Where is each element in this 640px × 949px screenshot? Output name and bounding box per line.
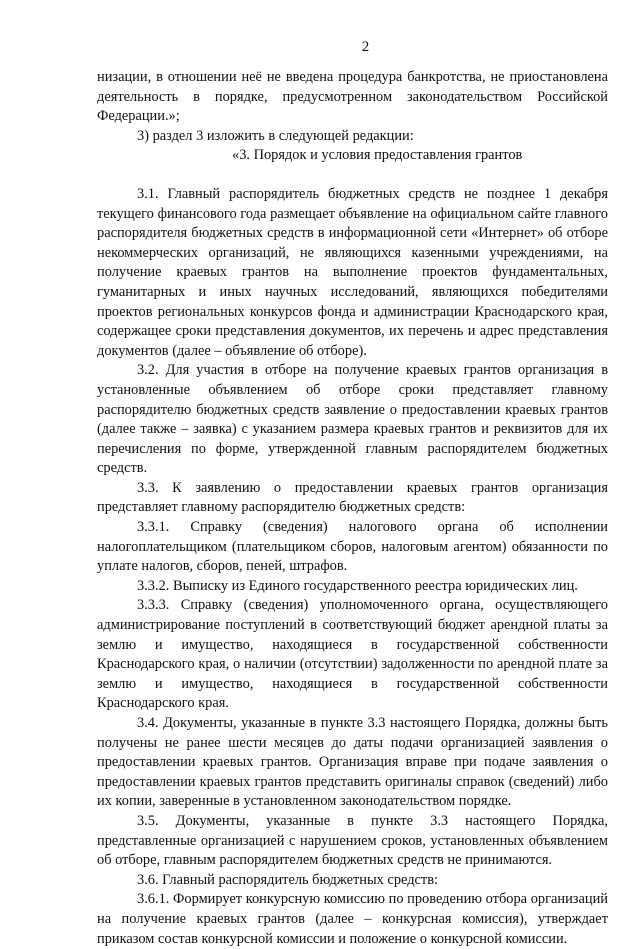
paragraph-3-3-1: 3.3.1. Справку (сведения) налогового органа об исполнении налогоплательщиком (плательщиком сборов, налоговым агентом) обязанности по уплате налогов, сборов, пеней, штрафов. bbox=[97, 519, 608, 575]
paragraph-continuation: низации, в отношении неё не введена процедура банкротства, не приостановлена деятельность в порядке, предусмотренном законодательством Российской Федерации.»; bbox=[97, 69, 608, 125]
heading-spacer bbox=[97, 166, 608, 185]
paragraph-3-4: 3.4. Документы, указанные в пункте 3.3 настоящего Порядка, должны быть получены не ранее шести месяцев до даты подачи организацией заявления о предоставлении краевых грантов. Организация вправе при подаче заявления о предоставлении краевых грантов представить оригиналы справок (сведений) либо их копии, заверенные в установленном законодательством порядке. bbox=[97, 715, 608, 810]
paragraph-3-2: 3.2. Для участия в отборе на получение краевых грантов организация в установленные объявлением об отборе сроки представляет главному распорядителю бюджетных средств заявление о предоставлении краевых грантов (далее также – заявка) с указанием размера краевых грантов и реквизитов для их перечисления по форме, утвержденной главным распорядителем бюджетных средств. bbox=[97, 362, 608, 477]
section-3-heading: «3. Порядок и условия предоставления грантов bbox=[232, 147, 523, 164]
paragraph-3-3: 3.3. К заявлению о предоставлении краевых грантов организация представляет главному распорядителю бюджетных средств: bbox=[97, 479, 608, 516]
paragraph-3-5: 3.5. Документы, указанные в пункте 3.3 настоящего Порядка, представленные организацией с нарушением сроков, установленных объявлением об отборе, главным распорядителем бюджетных средств не принимаются. bbox=[97, 812, 608, 869]
paragraph-3-6: 3.6. Главный распорядитель бюджетных средств: bbox=[137, 871, 439, 888]
paragraph-amendment-item-3: 3) раздел 3 изложить в следующей редакции: bbox=[137, 127, 414, 144]
paragraph-3-6-1: 3.6.1. Формирует конкурсную комиссию по проведению отбора организаций на получение краевых грантов (далее – конкурсная комиссия), утверждает приказом состав конкурсной комиссии и положение о конкурсной комиссии. bbox=[97, 891, 608, 947]
page-number: 2 bbox=[361, 39, 370, 55]
paragraph-3-3-3: 3.3.3. Справку (сведения) уполномоченного органа, осуществляющего администрирование поступлений в соответствующий бюджет арендной платы за землю и имущество, находящиеся в государственной собственности Краснодарского края, о наличии (отсутствии) задолженности по арендной плате за землю и имущество, находящиеся в государственной собственности Краснодарского края. bbox=[97, 597, 608, 712]
paragraph-3-1: 3.1. Главный распорядитель бюджетных средств не позднее 1 декабря текущего финансового года размещает объявление на официальном сайте главного распорядителя бюджетных средств в информационной сети «Интернет» об отборе некоммерческих организаций, не являющихся казенными учреждениями, на получение краевых грантов на выполнение проектов фундаментальных, гуманитарных и иных научных исследований, являющихся победителями проектов региональных конкурсов фонда и администрации Краснодарского края, содержащее сроки представления документов, их перечень и адрес представления документов (далее – объявление об отборе). bbox=[97, 185, 608, 359]
paragraph-3-3-2: 3.3.2. Выписку из Единого государственного реестра юридических лиц. bbox=[137, 577, 578, 594]
